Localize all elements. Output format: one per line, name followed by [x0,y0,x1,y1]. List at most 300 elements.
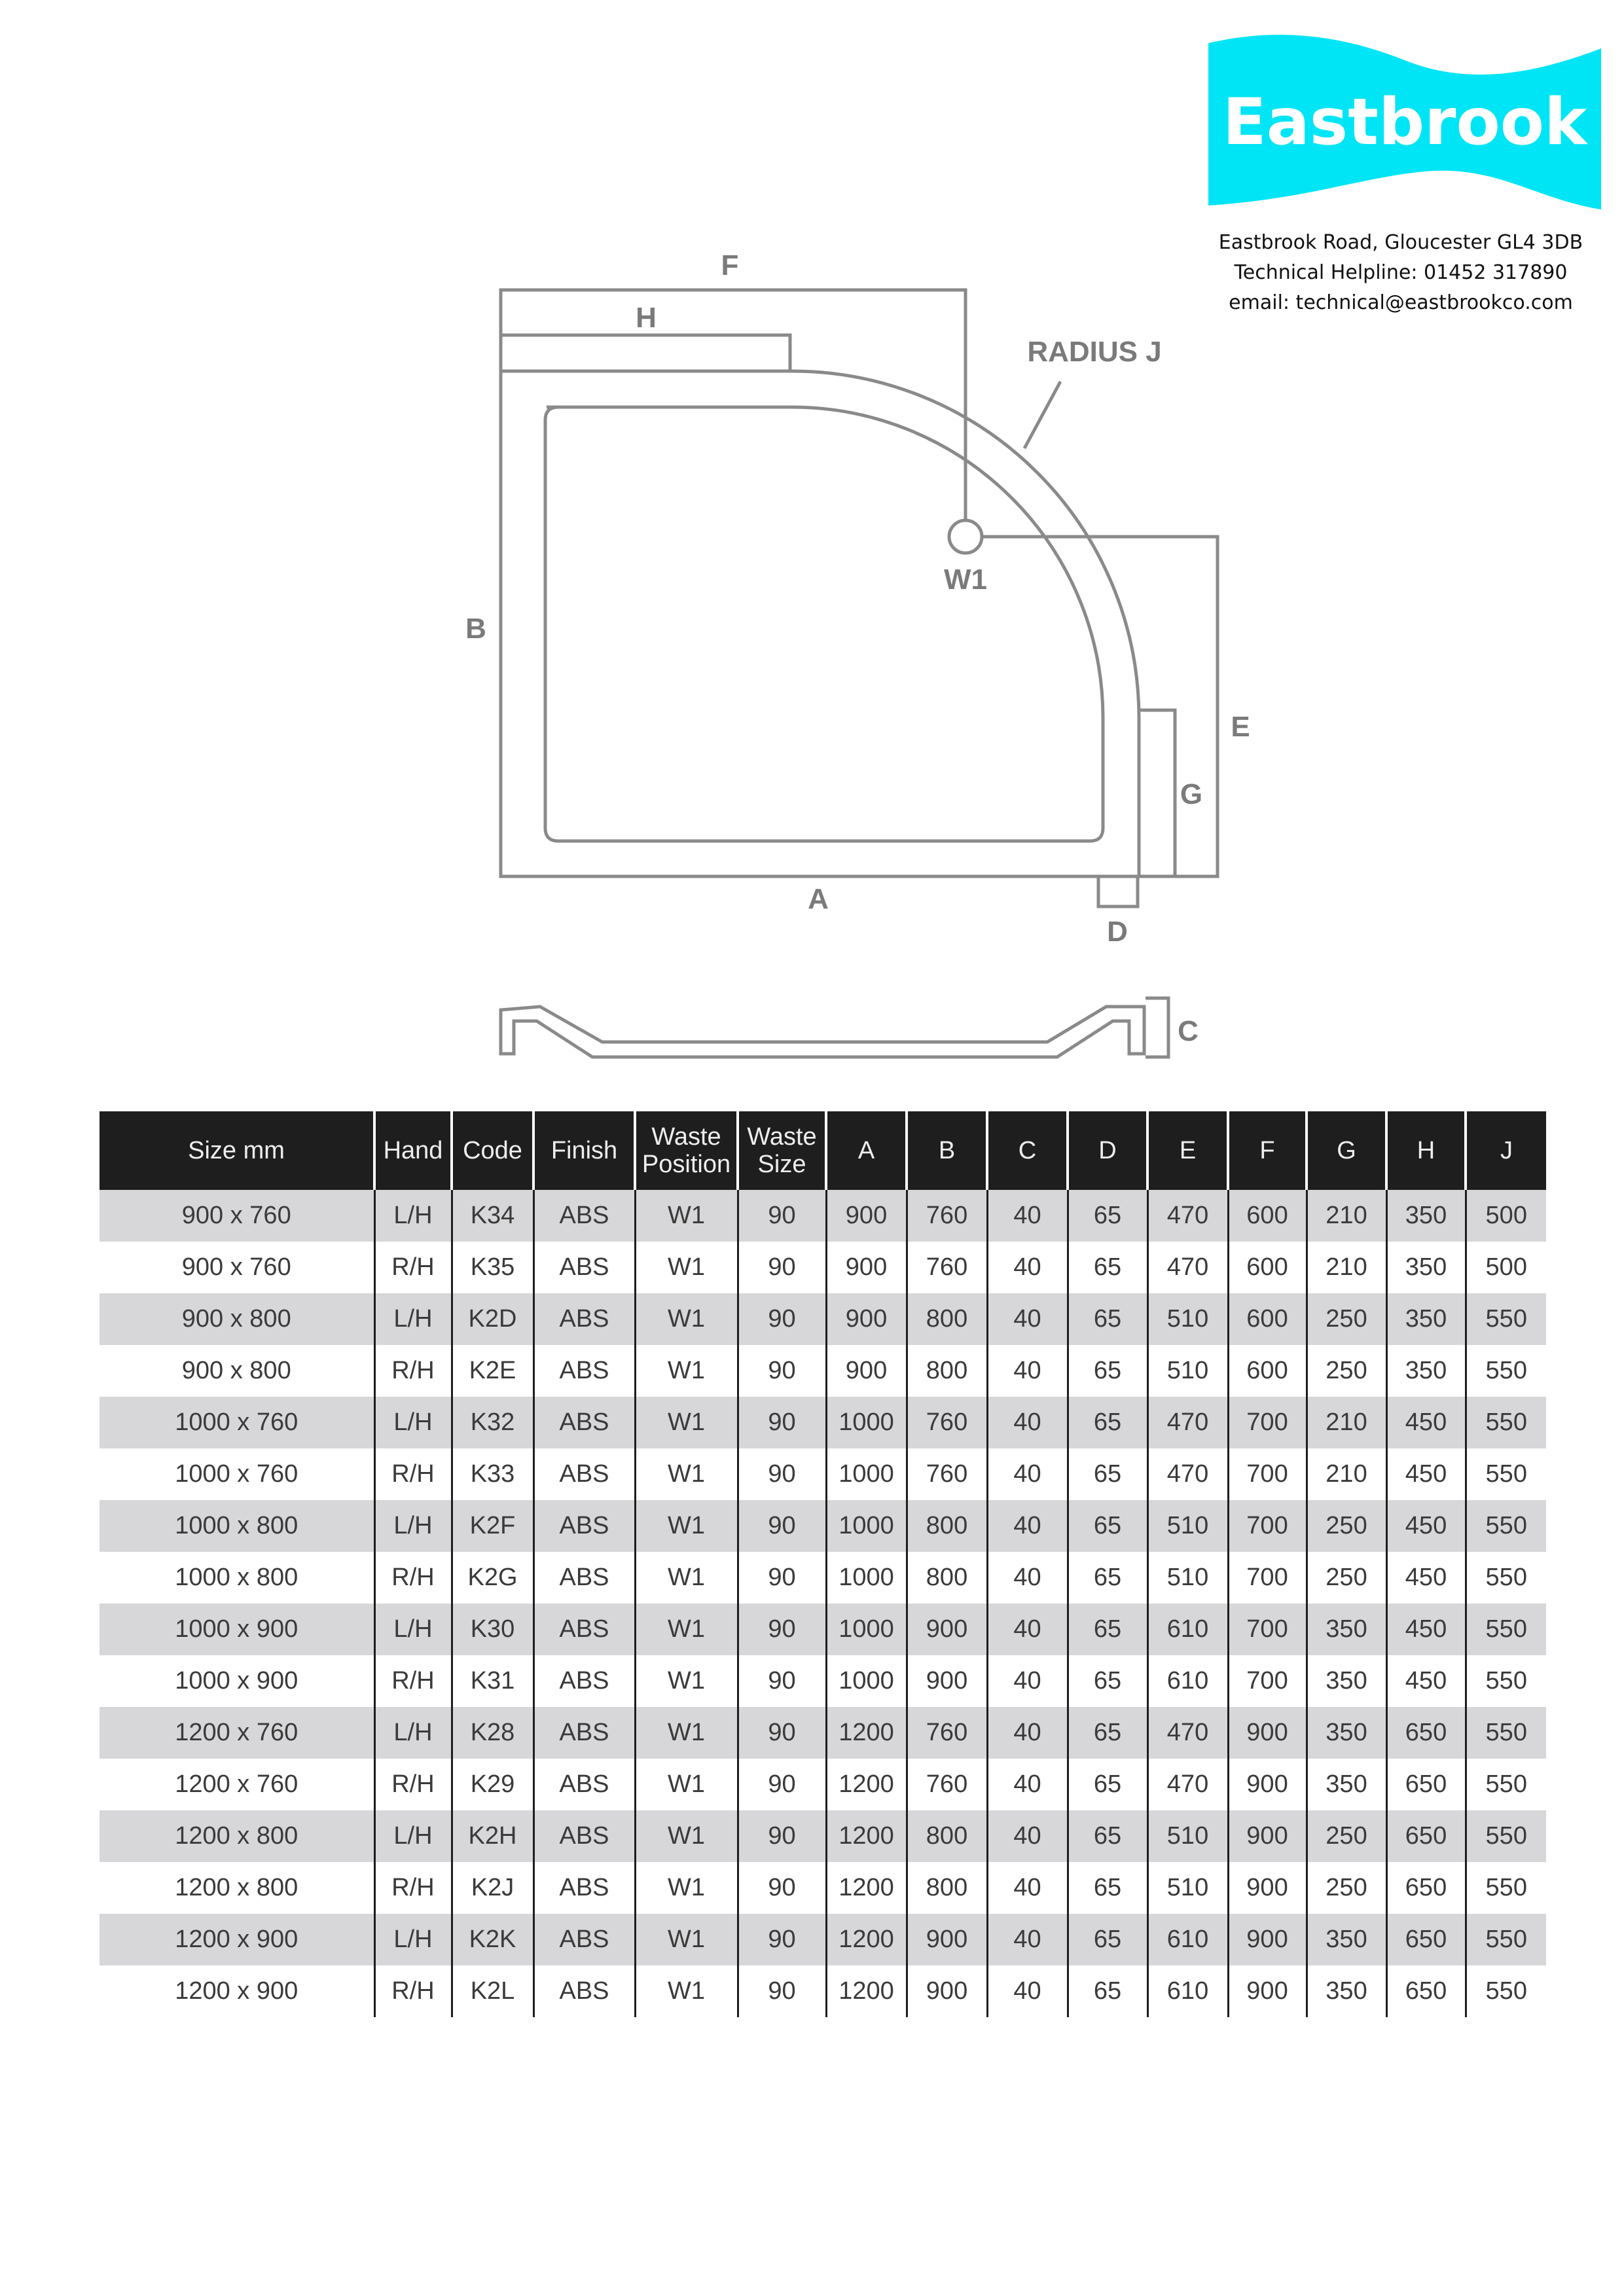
cell-e: 610 [1147,1914,1228,1965]
cell-waste-size: 90 [738,1759,826,1810]
tray-inner-basin [545,407,1103,841]
cell-d: 65 [1068,1190,1147,1242]
column-header-text: Hand [383,1137,443,1164]
table-row [99,1707,1546,1759]
cell-finish: ABS [533,1190,635,1242]
cell-f: 600 [1228,1345,1307,1397]
column-header-h [1386,1111,1466,1190]
cell-e: 510 [1147,1862,1228,1914]
dimension-c-line [1146,998,1168,1057]
column-header-hand [374,1111,452,1190]
cell-finish: ABS [533,1397,635,1448]
cell-j: 550 [1466,1759,1546,1810]
cell-h: 350 [1386,1293,1466,1345]
cell-d: 65 [1068,1604,1147,1655]
cell-hand: L/H [374,1500,452,1552]
cell-g: 350 [1307,1965,1386,2017]
address-text: Eastbrook Road, Gloucester GL4 3DB [1218,231,1583,254]
cell-waste-size: 90 [738,1500,826,1552]
cell-finish: ABS [533,1242,635,1293]
cell-finish: ABS [533,1759,635,1810]
cell-hand: R/H [374,1552,452,1604]
cell-waste-size: 90 [738,1345,826,1397]
table-row [99,1552,1546,1604]
cell-size: 1000 x 900 [99,1604,374,1655]
cell-f: 900 [1228,1759,1307,1810]
cell-f: 700 [1228,1448,1307,1500]
cell-code: K35 [452,1242,533,1293]
tray-profile [501,1007,1144,1057]
cell-e: 510 [1147,1810,1228,1862]
column-header-f [1228,1111,1307,1190]
cell-f: 900 [1228,1914,1307,1965]
cell-b: 800 [907,1810,987,1862]
cell-j: 550 [1466,1448,1546,1500]
cell-c: 40 [987,1397,1068,1448]
table-row [99,1965,1546,2017]
cell-size: 1000 x 760 [99,1448,374,1500]
cell-h: 650 [1386,1965,1466,2017]
cell-e: 610 [1147,1965,1228,2017]
cell-d: 65 [1068,1397,1147,1448]
cell-size: 900 x 760 [99,1242,374,1293]
cell-g: 350 [1307,1914,1386,1965]
cell-finish: ABS [533,1707,635,1759]
cell-f: 700 [1228,1604,1307,1655]
cell-j: 550 [1466,1397,1546,1448]
cell-finish: ABS [533,1345,635,1397]
cell-waste-position: W1 [635,1965,738,2017]
cell-finish: ABS [533,1500,635,1552]
cell-finish: ABS [533,1604,635,1655]
cell-g: 250 [1307,1862,1386,1914]
cell-a: 900 [826,1345,907,1397]
cell-e: 470 [1147,1707,1228,1759]
column-header-g [1307,1111,1386,1190]
cell-waste-position: W1 [635,1810,738,1862]
cell-e: 470 [1147,1242,1228,1293]
cell-g: 350 [1307,1707,1386,1759]
cell-waste-position: W1 [635,1914,738,1965]
cell-waste-position: W1 [635,1707,738,1759]
cell-j: 550 [1466,1965,1546,2017]
cell-g: 250 [1307,1345,1386,1397]
cell-h: 450 [1386,1604,1466,1655]
cell-size: 900 x 800 [99,1293,374,1345]
cell-hand: R/H [374,1345,452,1397]
cell-waste-size: 90 [738,1914,826,1965]
cell-waste-size: 90 [738,1604,826,1655]
cell-waste-position: W1 [635,1345,738,1397]
column-header-text: H [1416,1137,1435,1164]
cell-c: 40 [987,1242,1068,1293]
dimension-d-line [1098,876,1138,906]
cell-g: 210 [1307,1448,1386,1500]
cell-a: 1200 [826,1759,907,1810]
cell-b: 760 [907,1448,987,1500]
dimension-e-line [982,537,1218,876]
column-header-text: E [1179,1137,1197,1164]
cell-size: 1200 x 800 [99,1810,374,1862]
cell-e: 510 [1147,1500,1228,1552]
cell-j: 500 [1466,1242,1546,1293]
cell-waste-position: W1 [635,1500,738,1552]
cell-g: 250 [1307,1500,1386,1552]
cell-g: 250 [1307,1810,1386,1862]
cell-c: 40 [987,1914,1068,1965]
column-header-c [987,1111,1068,1190]
cell-h: 650 [1386,1707,1466,1759]
cell-waste-position: W1 [635,1655,738,1707]
cell-finish: ABS [533,1655,635,1707]
cell-waste-size: 90 [738,1448,826,1500]
cell-code: K2K [452,1914,533,1965]
cell-j: 550 [1466,1655,1546,1707]
column-header-text: J [1500,1137,1513,1164]
label-d: D [1107,916,1128,948]
dimension-f-line [501,290,965,520]
cell-e: 470 [1147,1759,1228,1810]
column-header-text: Size [757,1151,806,1178]
cell-size: 1200 x 760 [99,1707,374,1759]
cell-hand: R/H [374,1965,452,2017]
column-header-a [826,1111,907,1190]
cell-h: 450 [1386,1500,1466,1552]
table-row [99,1448,1546,1500]
column-header-text: C [1018,1137,1037,1164]
label-c: C [1178,1015,1199,1047]
cell-waste-size: 90 [738,1862,826,1914]
cell-code: K2G [452,1552,533,1604]
cell-c: 40 [987,1500,1068,1552]
cell-b: 760 [907,1397,987,1448]
column-header-text: G [1337,1137,1356,1164]
cell-d: 65 [1068,1293,1147,1345]
email-text: email: technical@eastbrookco.com [1229,291,1573,314]
cell-a: 1000 [826,1604,907,1655]
waste-outlet-w1 [949,520,982,553]
cell-g: 250 [1307,1552,1386,1604]
cell-hand: L/H [374,1604,452,1655]
column-header-d [1068,1111,1147,1190]
cell-size: 900 x 760 [99,1190,374,1242]
cell-h: 650 [1386,1862,1466,1914]
cell-g: 350 [1307,1655,1386,1707]
table-row [99,1862,1546,1914]
cell-a: 1000 [826,1655,907,1707]
label-radius-j: RADIUS J [1027,336,1162,368]
cell-e: 470 [1147,1448,1228,1500]
cell-h: 350 [1386,1345,1466,1397]
cell-d: 65 [1068,1552,1147,1604]
cell-code: K2L [452,1965,533,2017]
cell-code: K2D [452,1293,533,1345]
cell-j: 550 [1466,1500,1546,1552]
column-header-finish [533,1111,635,1190]
cell-code: K30 [452,1604,533,1655]
cell-d: 65 [1068,1242,1147,1293]
cell-a: 1000 [826,1552,907,1604]
cell-f: 900 [1228,1707,1307,1759]
cell-e: 510 [1147,1345,1228,1397]
cell-g: 210 [1307,1242,1386,1293]
column-header-code [452,1111,533,1190]
cell-f: 900 [1228,1862,1307,1914]
cell-b: 760 [907,1759,987,1810]
cell-b: 800 [907,1500,987,1552]
column-header-text: Position [641,1151,731,1178]
cell-d: 65 [1068,1759,1147,1810]
cell-waste-position: W1 [635,1397,738,1448]
cell-e: 470 [1147,1190,1228,1242]
cell-a: 1200 [826,1810,907,1862]
cell-c: 40 [987,1655,1068,1707]
helpline-text: Technical Helpline: 01452 317890 [1234,261,1568,284]
cell-hand: R/H [374,1655,452,1707]
cell-b: 760 [907,1190,987,1242]
cell-size: 1000 x 800 [99,1500,374,1552]
cell-e: 610 [1147,1604,1228,1655]
cell-hand: L/H [374,1397,452,1448]
cell-d: 65 [1068,1707,1147,1759]
cell-size: 1000 x 900 [99,1655,374,1707]
cell-waste-size: 90 [738,1242,826,1293]
cell-size: 1200 x 900 [99,1914,374,1965]
column-header-j [1466,1111,1546,1190]
cell-j: 550 [1466,1914,1546,1965]
cell-d: 65 [1068,1862,1147,1914]
cell-hand: L/H [374,1190,452,1242]
cell-c: 40 [987,1604,1068,1655]
cell-f: 700 [1228,1552,1307,1604]
cell-finish: ABS [533,1448,635,1500]
cell-c: 40 [987,1862,1068,1914]
column-header-e [1147,1111,1228,1190]
column-header-text: Code [463,1137,522,1164]
cell-b: 900 [907,1965,987,2017]
cell-waste-position: W1 [635,1604,738,1655]
cell-hand: R/H [374,1242,452,1293]
cell-code: K2J [452,1862,533,1914]
cell-a: 1200 [826,1914,907,1965]
cell-waste-size: 90 [738,1810,826,1862]
column-header-text: Finish [550,1137,618,1164]
table-header-row [99,1111,1546,1190]
column-header-text: A [857,1137,875,1164]
cell-waste-size: 90 [738,1293,826,1345]
table-row [99,1655,1546,1707]
cell-code: K29 [452,1759,533,1810]
cell-j: 550 [1466,1862,1546,1914]
cell-j: 500 [1466,1190,1546,1242]
cell-waste-position: W1 [635,1552,738,1604]
dimension-h-line [501,335,790,371]
cell-c: 40 [987,1759,1068,1810]
cell-j: 550 [1466,1345,1546,1397]
label-g: G [1180,778,1203,810]
cell-g: 350 [1307,1604,1386,1655]
cell-f: 900 [1228,1965,1307,2017]
cell-waste-position: W1 [635,1242,738,1293]
cell-code: K32 [452,1397,533,1448]
cell-a: 900 [826,1190,907,1242]
column-header-size [99,1111,374,1190]
cell-h: 350 [1386,1190,1466,1242]
cell-size: 1000 x 760 [99,1397,374,1448]
cell-f: 900 [1228,1810,1307,1862]
label-a: A [808,883,829,915]
cell-f: 700 [1228,1655,1307,1707]
cell-finish: ABS [533,1552,635,1604]
logo-wordmark: Eastbrook [1222,85,1587,160]
cell-d: 65 [1068,1655,1147,1707]
table-row [99,1759,1546,1810]
table-row [99,1293,1546,1345]
cell-h: 450 [1386,1448,1466,1500]
cell-d: 65 [1068,1345,1147,1397]
cell-d: 65 [1068,1500,1147,1552]
cell-finish: ABS [533,1862,635,1914]
cell-c: 40 [987,1190,1068,1242]
cell-b: 760 [907,1242,987,1293]
cell-h: 450 [1386,1655,1466,1707]
cell-waste-position: W1 [635,1448,738,1500]
cell-c: 40 [987,1707,1068,1759]
cell-size: 1200 x 800 [99,1862,374,1914]
cell-code: K2E [452,1345,533,1397]
cell-b: 800 [907,1862,987,1914]
cell-c: 40 [987,1293,1068,1345]
cell-h: 450 [1386,1552,1466,1604]
table-row [99,1914,1546,1965]
cell-j: 550 [1466,1552,1546,1604]
table-row [99,1345,1546,1397]
cell-b: 800 [907,1293,987,1345]
cell-hand: L/H [374,1914,452,1965]
cell-code: K2F [452,1500,533,1552]
shower-tray-diagram [0,0,1624,1086]
cell-hand: L/H [374,1810,452,1862]
cell-e: 510 [1147,1552,1228,1604]
cell-finish: ABS [533,1965,635,2017]
cell-d: 65 [1068,1810,1147,1862]
cell-hand: L/H [374,1707,452,1759]
cell-g: 250 [1307,1293,1386,1345]
cell-f: 700 [1228,1500,1307,1552]
cell-code: K34 [452,1190,533,1242]
cell-c: 40 [987,1810,1068,1862]
cell-a: 1000 [826,1448,907,1500]
cell-f: 600 [1228,1242,1307,1293]
cell-j: 550 [1466,1293,1546,1345]
table-row [99,1604,1546,1655]
cell-e: 610 [1147,1655,1228,1707]
table-row [99,1242,1546,1293]
cell-waste-size: 90 [738,1397,826,1448]
cell-a: 1200 [826,1965,907,2017]
label-e: E [1231,711,1250,743]
cell-c: 40 [987,1448,1068,1500]
cell-f: 600 [1228,1293,1307,1345]
column-header-waste-size [738,1111,826,1190]
cell-code: K2H [452,1810,533,1862]
cell-h: 650 [1386,1914,1466,1965]
cell-c: 40 [987,1345,1068,1397]
cell-d: 65 [1068,1914,1147,1965]
cell-g: 210 [1307,1190,1386,1242]
cell-finish: ABS [533,1810,635,1862]
cell-f: 600 [1228,1190,1307,1242]
table-row [99,1397,1546,1448]
cell-a: 1200 [826,1707,907,1759]
cell-d: 65 [1068,1965,1147,2017]
cell-size: 1000 x 800 [99,1552,374,1604]
cell-a: 1200 [826,1862,907,1914]
cell-hand: R/H [374,1759,452,1810]
cell-j: 550 [1466,1810,1546,1862]
column-header-waste-position [635,1111,738,1190]
cell-code: K33 [452,1448,533,1500]
cell-j: 550 [1466,1604,1546,1655]
specification-table [99,1111,1546,2017]
cell-waste-position: W1 [635,1293,738,1345]
column-header-b [907,1111,987,1190]
cell-waste-size: 90 [738,1655,826,1707]
cell-b: 760 [907,1707,987,1759]
label-w1: W1 [944,564,987,596]
column-header-text: Waste [747,1123,817,1151]
cell-waste-position: W1 [635,1862,738,1914]
cell-finish: ABS [533,1293,635,1345]
cell-waste-size: 90 [738,1552,826,1604]
dimension-g-line [1139,710,1175,876]
cell-hand: L/H [374,1293,452,1345]
cell-a: 900 [826,1293,907,1345]
cell-b: 900 [907,1655,987,1707]
cell-h: 450 [1386,1397,1466,1448]
label-b: B [465,613,486,645]
table-row [99,1810,1546,1862]
cell-h: 650 [1386,1810,1466,1862]
table-row [99,1500,1546,1552]
cell-size: 1200 x 760 [99,1759,374,1810]
cell-e: 470 [1147,1397,1228,1448]
cell-c: 40 [987,1965,1068,2017]
column-header-text: D [1098,1137,1117,1164]
cell-e: 510 [1147,1293,1228,1345]
cell-j: 550 [1466,1707,1546,1759]
cell-a: 900 [826,1242,907,1293]
cell-waste-size: 90 [738,1190,826,1242]
cell-h: 350 [1386,1242,1466,1293]
table-body [99,1190,1546,2017]
cell-f: 700 [1228,1397,1307,1448]
label-h: H [636,302,657,334]
cell-g: 210 [1307,1397,1386,1448]
cell-code: K28 [452,1707,533,1759]
cell-a: 1000 [826,1397,907,1448]
cell-size: 900 x 800 [99,1345,374,1397]
cell-waste-size: 90 [738,1707,826,1759]
cell-a: 1000 [826,1500,907,1552]
cell-b: 800 [907,1552,987,1604]
cell-b: 900 [907,1604,987,1655]
cell-hand: R/H [374,1448,452,1500]
column-header-text: B [938,1137,956,1164]
column-header-text: Waste [651,1123,721,1151]
cell-h: 650 [1386,1759,1466,1810]
cell-waste-position: W1 [635,1190,738,1242]
